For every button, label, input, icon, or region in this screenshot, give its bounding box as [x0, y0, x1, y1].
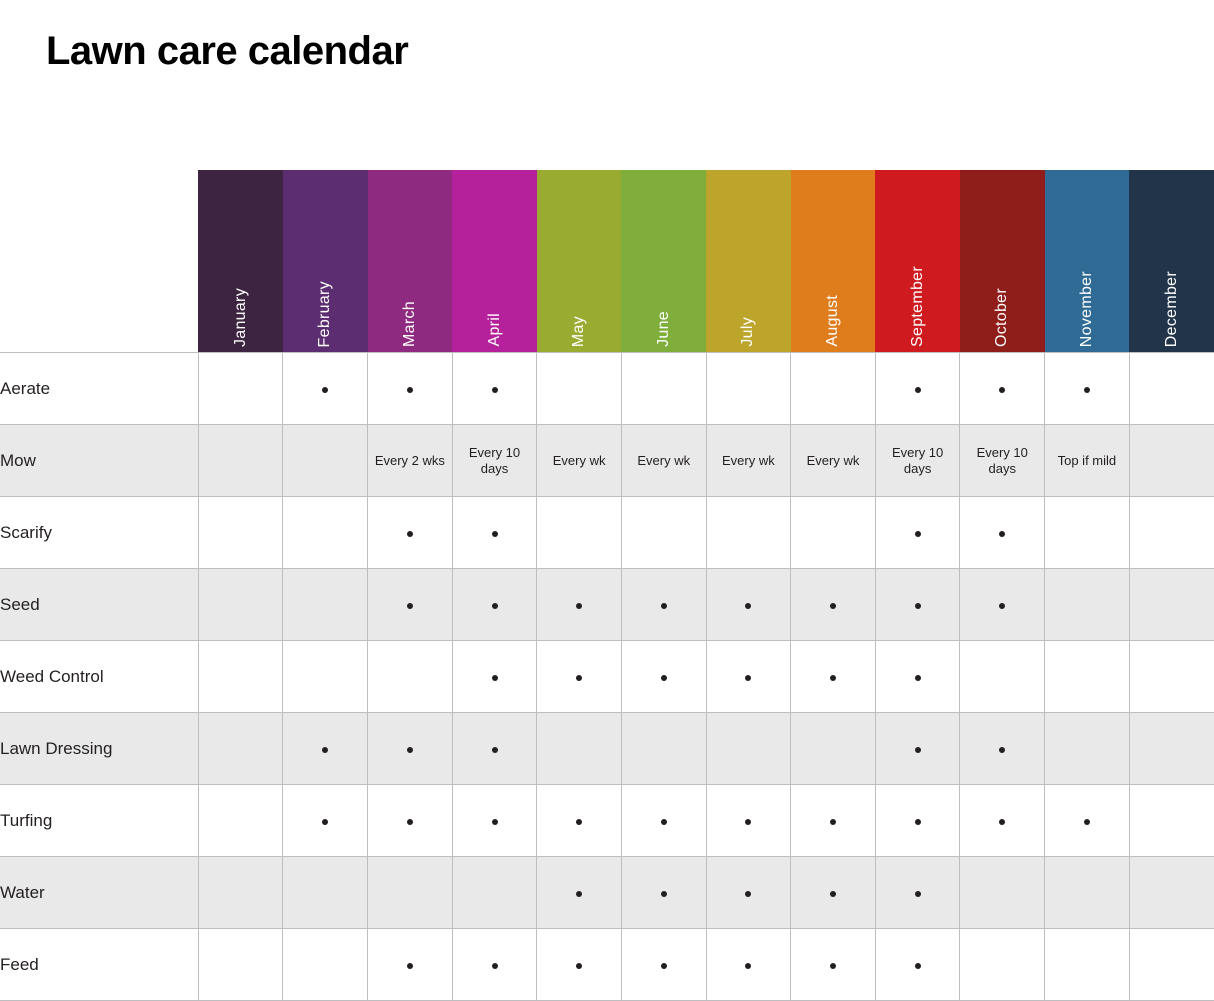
- activity-dot-icon: [915, 387, 921, 393]
- month-header-label: September: [908, 266, 926, 347]
- cell-text: Every wk: [552, 452, 606, 468]
- cell-scarify-may: [537, 497, 622, 569]
- cell-lawn-dressing-february: [283, 713, 368, 785]
- cell-water-august: [791, 857, 876, 929]
- activity-dot-icon: [492, 819, 498, 825]
- calendar-grid: [0, 170, 1214, 1001]
- activity-dot-icon: [745, 675, 751, 681]
- month-header-august: [791, 170, 876, 353]
- cell-turfing-may: [537, 785, 622, 857]
- task-label-mow: Mow: [0, 425, 198, 497]
- cell-feed-september: [875, 929, 960, 1001]
- cell-seed-june: [621, 569, 706, 641]
- cell-lawn-dressing-april: [452, 713, 537, 785]
- cell-text: Top if mild: [1057, 452, 1117, 468]
- task-label-turfing: Turfing: [0, 785, 198, 857]
- activity-dot-icon: [492, 747, 498, 753]
- cell-text: Every 10 days: [976, 444, 1028, 476]
- table-corner: [0, 170, 198, 353]
- cell-scarify-october: [960, 497, 1045, 569]
- month-header-label: July: [739, 317, 757, 347]
- activity-dot-icon: [492, 387, 498, 393]
- cell-weed-control-march: [368, 641, 453, 713]
- month-header-label: November: [1077, 270, 1095, 347]
- table-row: [0, 425, 1214, 497]
- activity-dot-icon: [576, 963, 582, 969]
- cell-seed-july: [706, 569, 791, 641]
- activity-dot-icon: [322, 819, 328, 825]
- task-label-feed: Feed: [0, 929, 198, 1001]
- activity-dot-icon: [745, 963, 751, 969]
- cell-aerate-april: [452, 353, 537, 425]
- activity-dot-icon: [322, 747, 328, 753]
- table-row: [0, 353, 1214, 425]
- cell-feed-october: [960, 929, 1045, 1001]
- cell-weed-control-may: [537, 641, 622, 713]
- table-row: [0, 785, 1214, 857]
- cell-weed-control-december: [1129, 641, 1214, 713]
- cell-aerate-september: [875, 353, 960, 425]
- cell-text: Every 10 days: [468, 444, 521, 476]
- cell-turfing-april: [452, 785, 537, 857]
- cell-weed-control-october: [960, 641, 1045, 713]
- activity-dot-icon: [915, 603, 921, 609]
- activity-dot-icon: [915, 675, 921, 681]
- cell-water-july: [706, 857, 791, 929]
- activity-dot-icon: [576, 603, 582, 609]
- cell-weed-control-september: [875, 641, 960, 713]
- month-header-february: [283, 170, 368, 353]
- month-header-label: June: [654, 311, 672, 347]
- cell-seed-september: [875, 569, 960, 641]
- activity-dot-icon: [999, 531, 1005, 537]
- cell-lawn-dressing-november: [1045, 713, 1130, 785]
- activity-dot-icon: [576, 819, 582, 825]
- cell-lawn-dressing-december: [1129, 713, 1214, 785]
- activity-dot-icon: [492, 675, 498, 681]
- cell-weed-control-august: [791, 641, 876, 713]
- table-row: [0, 713, 1214, 785]
- cell-text: Every wk: [637, 452, 691, 468]
- cell-feed-january: [198, 929, 283, 1001]
- cell-scarify-september: [875, 497, 960, 569]
- cell-seed-december: [1129, 569, 1214, 641]
- cell-scarify-april: [452, 497, 537, 569]
- activity-dot-icon: [830, 891, 836, 897]
- cell-water-april: [452, 857, 537, 929]
- cell-turfing-august: [791, 785, 876, 857]
- cell-feed-december: [1129, 929, 1214, 1001]
- cell-turfing-july: [706, 785, 791, 857]
- activity-dot-icon: [830, 603, 836, 609]
- activity-dot-icon: [915, 531, 921, 537]
- activity-dot-icon: [745, 819, 751, 825]
- activity-dot-icon: [407, 963, 413, 969]
- month-header-march: [368, 170, 453, 353]
- cell-text: Every wk: [722, 452, 775, 468]
- cell-feed-november: [1045, 929, 1130, 1001]
- cell-lawn-dressing-july: [706, 713, 791, 785]
- activity-dot-icon: [576, 891, 582, 897]
- activity-dot-icon: [830, 963, 836, 969]
- month-header-row: [0, 170, 1214, 353]
- cell-seed-may: [537, 569, 622, 641]
- cell-feed-august: [791, 929, 876, 1001]
- activity-dot-icon: [492, 531, 498, 537]
- month-header-label: December: [1162, 270, 1180, 347]
- cell-water-december: [1129, 857, 1214, 929]
- cell-aerate-june: [621, 353, 706, 425]
- month-header-december: [1129, 170, 1214, 353]
- cell-lawn-dressing-august: [791, 713, 876, 785]
- activity-dot-icon: [830, 675, 836, 681]
- cell-feed-april: [452, 929, 537, 1001]
- cell-scarify-january: [198, 497, 283, 569]
- month-header-label: August: [824, 295, 841, 347]
- cell-lawn-dressing-may: [537, 713, 622, 785]
- cell-text: Every 2 wks: [374, 452, 445, 468]
- cell-text: Every wk: [806, 452, 860, 468]
- activity-dot-icon: [999, 387, 1005, 393]
- activity-dot-icon: [492, 963, 498, 969]
- month-header-label: October: [993, 287, 1011, 347]
- cell-feed-may: [537, 929, 622, 1001]
- cell-scarify-june: [621, 497, 706, 569]
- cell-water-march: [368, 857, 453, 929]
- cell-turfing-march: [368, 785, 453, 857]
- month-header-label: April: [485, 313, 503, 347]
- activity-dot-icon: [999, 603, 1005, 609]
- month-header-june: [621, 170, 706, 353]
- cell-seed-november: [1045, 569, 1130, 641]
- activity-dot-icon: [745, 891, 751, 897]
- cell-mow-october: [960, 425, 1045, 497]
- activity-dot-icon: [661, 963, 667, 969]
- task-label-lawn-dressing: Lawn Dressing: [0, 713, 198, 785]
- activity-dot-icon: [830, 819, 836, 825]
- cell-turfing-february: [283, 785, 368, 857]
- cell-aerate-february: [283, 353, 368, 425]
- cell-seed-august: [791, 569, 876, 641]
- cell-turfing-october: [960, 785, 1045, 857]
- activity-dot-icon: [661, 675, 667, 681]
- activity-dot-icon: [1084, 819, 1090, 825]
- cell-aerate-july: [706, 353, 791, 425]
- activity-dot-icon: [661, 603, 667, 609]
- month-header-label: February: [316, 280, 334, 347]
- activity-dot-icon: [661, 819, 667, 825]
- cell-weed-control-november: [1045, 641, 1130, 713]
- lawn-care-calendar-table: [0, 170, 1214, 1001]
- cell-scarify-august: [791, 497, 876, 569]
- cell-mow-march: [368, 425, 453, 497]
- cell-feed-july: [706, 929, 791, 1001]
- cell-scarify-december: [1129, 497, 1214, 569]
- cell-feed-february: [283, 929, 368, 1001]
- cell-lawn-dressing-march: [368, 713, 453, 785]
- cell-aerate-november: [1045, 353, 1130, 425]
- cell-seed-october: [960, 569, 1045, 641]
- cell-water-february: [283, 857, 368, 929]
- month-header-september: [875, 170, 960, 353]
- cell-aerate-october: [960, 353, 1045, 425]
- cell-seed-february: [283, 569, 368, 641]
- cell-mow-december: [1129, 425, 1214, 497]
- month-header-april: [452, 170, 537, 353]
- activity-dot-icon: [407, 747, 413, 753]
- activity-dot-icon: [407, 603, 413, 609]
- month-header-may: [537, 170, 622, 353]
- activity-dot-icon: [322, 387, 328, 393]
- cell-mow-may: [537, 425, 622, 497]
- task-label-aerate: Aerate: [0, 353, 198, 425]
- cell-mow-september: [875, 425, 960, 497]
- activity-dot-icon: [576, 675, 582, 681]
- cell-mow-july: [706, 425, 791, 497]
- cell-mow-june: [621, 425, 706, 497]
- cell-water-september: [875, 857, 960, 929]
- cell-aerate-may: [537, 353, 622, 425]
- activity-dot-icon: [492, 603, 498, 609]
- month-header-label: January: [231, 287, 249, 347]
- table-row: [0, 929, 1214, 1001]
- cell-water-november: [1045, 857, 1130, 929]
- cell-mow-february: [283, 425, 368, 497]
- cell-aerate-january: [198, 353, 283, 425]
- cell-weed-control-january: [198, 641, 283, 713]
- activity-dot-icon: [745, 603, 751, 609]
- cell-aerate-december: [1129, 353, 1214, 425]
- activity-dot-icon: [999, 819, 1005, 825]
- cell-scarify-february: [283, 497, 368, 569]
- task-label-scarify: Scarify: [0, 497, 198, 569]
- activity-dot-icon: [915, 963, 921, 969]
- table-row: [0, 857, 1214, 929]
- cell-seed-january: [198, 569, 283, 641]
- cell-lawn-dressing-january: [198, 713, 283, 785]
- cell-water-may: [537, 857, 622, 929]
- month-header-label: March: [400, 301, 418, 347]
- cell-water-june: [621, 857, 706, 929]
- month-header-july: [706, 170, 791, 353]
- activity-dot-icon: [915, 891, 921, 897]
- cell-weed-control-july: [706, 641, 791, 713]
- month-header-november: [1045, 170, 1130, 353]
- cell-lawn-dressing-september: [875, 713, 960, 785]
- activity-dot-icon: [407, 387, 413, 393]
- cell-aerate-march: [368, 353, 453, 425]
- activity-dot-icon: [661, 891, 667, 897]
- cell-scarify-july: [706, 497, 791, 569]
- cell-text: Every 10 days: [891, 444, 944, 476]
- cell-mow-january: [198, 425, 283, 497]
- cell-water-january: [198, 857, 283, 929]
- month-header-label: May: [570, 315, 588, 347]
- task-label-seed: Seed: [0, 569, 198, 641]
- cell-seed-march: [368, 569, 453, 641]
- table-row: [0, 641, 1214, 713]
- month-header-january: [198, 170, 283, 353]
- cell-water-october: [960, 857, 1045, 929]
- cell-seed-april: [452, 569, 537, 641]
- calendar-body: [0, 353, 1214, 1001]
- task-label-weed-control: Weed Control: [0, 641, 198, 713]
- cell-weed-control-june: [621, 641, 706, 713]
- cell-turfing-november: [1045, 785, 1130, 857]
- cell-scarify-march: [368, 497, 453, 569]
- task-label-water: Water: [0, 857, 198, 929]
- cell-weed-control-april: [452, 641, 537, 713]
- activity-dot-icon: [999, 747, 1005, 753]
- activity-dot-icon: [915, 747, 921, 753]
- cell-mow-april: [452, 425, 537, 497]
- cell-feed-june: [621, 929, 706, 1001]
- cell-scarify-november: [1045, 497, 1130, 569]
- cell-turfing-september: [875, 785, 960, 857]
- table-row: [0, 497, 1214, 569]
- cell-feed-march: [368, 929, 453, 1001]
- page-title: Lawn care calendar: [46, 28, 409, 73]
- cell-turfing-june: [621, 785, 706, 857]
- activity-dot-icon: [1084, 387, 1090, 393]
- table-row: [0, 569, 1214, 641]
- cell-weed-control-february: [283, 641, 368, 713]
- activity-dot-icon: [915, 819, 921, 825]
- month-header-october: [960, 170, 1045, 353]
- cell-mow-november: [1045, 425, 1130, 497]
- cell-turfing-december: [1129, 785, 1214, 857]
- cell-mow-august: [791, 425, 876, 497]
- cell-turfing-january: [198, 785, 283, 857]
- activity-dot-icon: [407, 531, 413, 537]
- cell-aerate-august: [791, 353, 876, 425]
- activity-dot-icon: [407, 819, 413, 825]
- cell-lawn-dressing-june: [621, 713, 706, 785]
- cell-lawn-dressing-october: [960, 713, 1045, 785]
